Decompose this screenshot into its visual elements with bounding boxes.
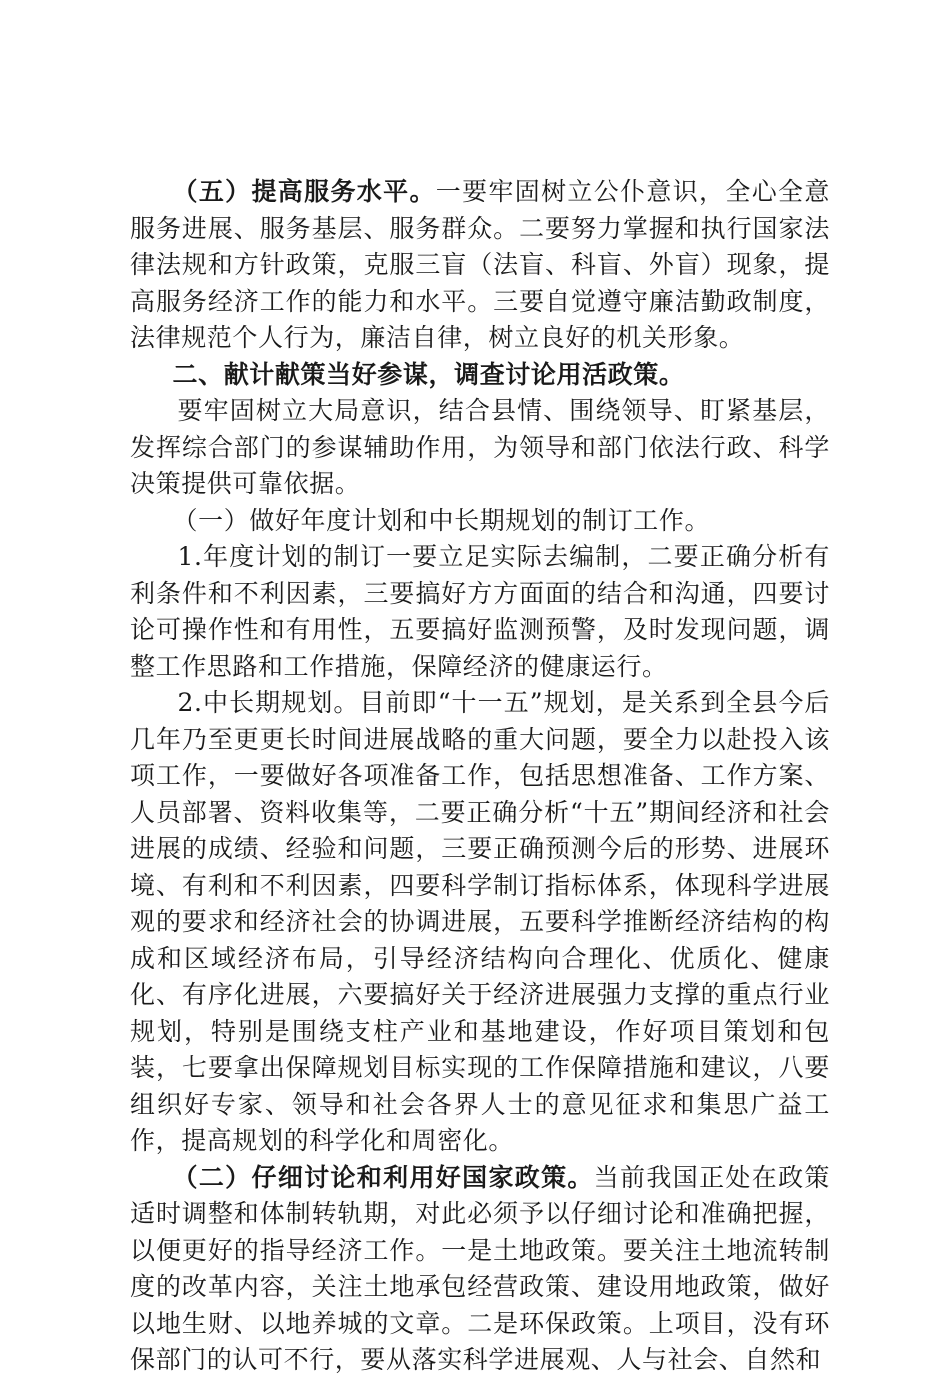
paragraph-annual-plan [130, 539, 830, 685]
paragraph-part-two-heading [130, 357, 830, 394]
document-body [130, 174, 830, 1379]
paragraph-subsection-two [130, 1160, 830, 1379]
subsection-one-heading: （一）做好年度计划和中长期规划的制订工作。 [172, 505, 711, 535]
paragraph-subsection-one-heading [130, 503, 830, 540]
annual-plan-text: 1.年度计划的制订一要立足实际去编制，二要正确分析有利条件和不利因素，三要搞好方方面面的结合和沟通，四要讨论可操作性和有用性，五要搞好监测预警，及时发现问题，调整工作思路和工作措施，保障经济的健康运行。 [130, 542, 830, 681]
section-five-heading: （五）提高服务水平。 [172, 177, 436, 206]
part-two-intro-text: 要牢固树立大局意识，结合县情、围绕领导、盯紧基层，发挥综合部门的参谋辅助作用，为领导和部门依法行政、科学决策提供可靠依据。 [130, 396, 830, 498]
paragraph-part-two-intro [130, 393, 830, 503]
subsection-two-text: 当前我国正处在政策适时调整和体制转轨期，对此必须予以仔细讨论和准确把握，以便更好的指导经济工作。一是土地政策。要关注土地流转制度的改革内容，关注土地承包经营政策、建设用地政策，做好以地生财、以地养城的文章。二是环保政策。上项目，没有环保部门的认可不行，要从落实科学进展观、人与社会、自然和 [130, 1162, 830, 1374]
paragraph-section-five [130, 174, 830, 357]
long-term-plan-text: 2.中长期规划。目前即“十一五”规划，是关系到全县今后几年乃至更更长时间进展战略的重大问题，要全力以赴投入该项工作，一要做好各项准备工作，包括思想准备、工作方案、人员部署、资料收集等，二要正确分析“十五”期间经济和社会进展的成绩、经验和问题，三要正确预测今后的形势、进展环境、有利和不利因素，四要科学制订指标体系，体现科学进展观的要求和经济社会的协调进展，五要科学推断经济结构的构成和区域经济布局，引导经济结构向合理化、优质化、健康化、有序化进展，六要搞好关于经济进展强力支撑的重点行业规划，特别是围绕支柱产业和基地建设，作好项目策划和包装，七要拿出保障规划目标实现的工作保障措施和建议，八要组织好专家、领导和社会各界人士的意见征求和集思广益工作，提高规划的科学化和周密化。 [130, 688, 830, 1155]
section-five-text: 一要牢固树立公仆意识，全心全意服务进展、服务基层、服务群众。二要努力掌握和执行国家法律法规和方针政策，克服三盲（法盲、科盲、外盲）现象，提高服务经济工作的能力和水平。三要自觉遵守廉洁勤政制度，法律规范个人行为，廉洁自律，树立良好的机关形象。 [130, 177, 830, 352]
subsection-two-heading: （二）仔细讨论和利用好国家政策。 [172, 1162, 594, 1192]
part-two-heading: 二、献计献策当好参谋，调查讨论用活政策。 [172, 359, 685, 389]
paragraph-long-term-plan [130, 685, 830, 1160]
